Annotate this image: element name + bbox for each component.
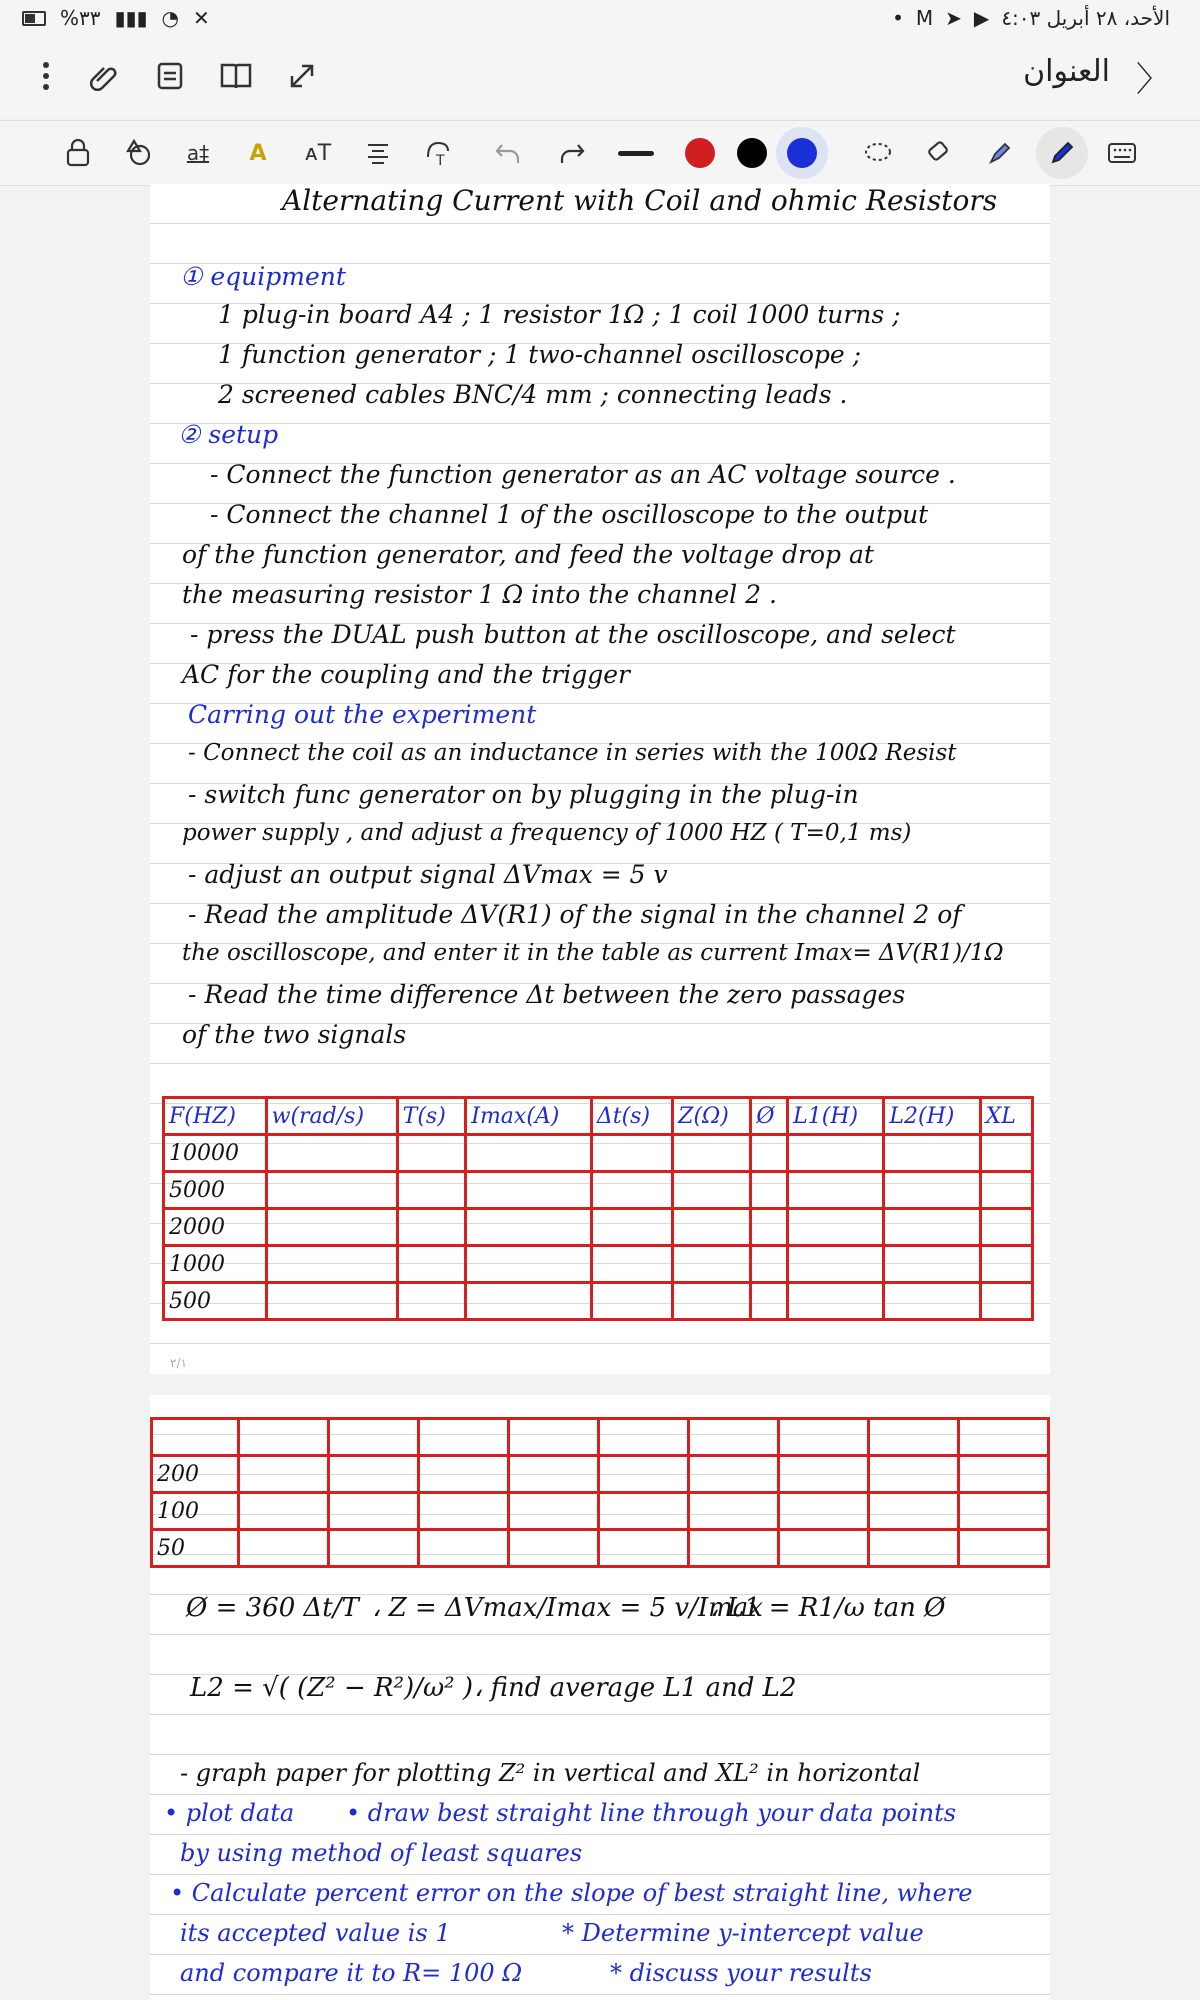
gmail-icon: M [915, 6, 934, 30]
battery-percent: %٣٣ [60, 6, 101, 30]
table-cell: 100 [152, 1493, 239, 1530]
note-line: and compare it to R= 100 Ω [180, 1959, 523, 1987]
color-blue[interactable] [782, 133, 822, 173]
table-cell [152, 1419, 239, 1456]
table-header-cell: T(s) [397, 1098, 466, 1135]
send-icon: ➤ [945, 6, 962, 30]
book-icon[interactable] [216, 56, 256, 96]
status-dot: • [892, 6, 904, 30]
note-line: - Read the time difference Δt between the zero passages [188, 980, 906, 1009]
formula-average: ، find average L1 and L2 [474, 1673, 797, 1703]
table-header-cell: F(HZ) [164, 1098, 267, 1135]
page-number: ٢/١ [170, 1356, 187, 1370]
note-line: 2 screened cables BNC/4 mm ; connecting leads . [218, 380, 848, 409]
shape-icon[interactable] [118, 133, 158, 173]
note-line: - press the DUAL push button at the oscilloscope, and select [190, 620, 956, 649]
signal-icon: ▮▮▮ [114, 6, 148, 30]
note-line: * Determine y-intercept value [562, 1919, 924, 1947]
note-line: • draw best straight line through your data points [346, 1799, 957, 1827]
formula-z: ، Z = ΔVmax/Imax = 5 v/Imax [372, 1593, 763, 1623]
note-line: - graph paper for plotting Z² in vertical and XL² in horizontal [180, 1759, 921, 1787]
note-line: 1 function generator ; 1 two-channel oscilloscope ; [218, 340, 862, 369]
note-line: of the two signals [182, 1020, 407, 1049]
note-line: * discuss your results [610, 1959, 872, 1987]
video-icon: ▶ [973, 6, 990, 30]
table-cell: 1000 [164, 1246, 267, 1283]
color-blue-swatch [787, 138, 817, 168]
note-line: AC for the coupling and the trigger [182, 660, 631, 689]
formula-l2: L2 = √( (Z² − R²)/ω² ) [190, 1673, 473, 1703]
section-setup-heading: ② setup [178, 420, 279, 449]
note-line: - switch func generator on by plugging in the plug-in [188, 780, 859, 809]
mute-icon: ✕ [192, 6, 210, 30]
section-equipment-heading: ① equipment [180, 262, 346, 291]
table-cell: 500 [164, 1283, 267, 1320]
attach-icon[interactable] [84, 56, 124, 96]
table-header-row [164, 1098, 1033, 1135]
table-header-cell: Z(Ω) [673, 1098, 751, 1135]
table-row [152, 1419, 1049, 1456]
note-line: power supply , and adjust a frequency of 1000 HZ ( T=0,1 ms) [182, 820, 912, 846]
expand-icon[interactable] [282, 56, 322, 96]
battery-icon [22, 11, 46, 26]
list-icon[interactable] [150, 56, 190, 96]
pen-icon[interactable] [1042, 133, 1082, 173]
table-row [152, 1456, 1049, 1493]
note-line: - Read the amplitude ΔV(R1) of the signal in the channel 2 of [188, 900, 962, 929]
note-line: the oscilloscope, and enter it in the table as current Imax= ΔV(R1)/1Ω [182, 940, 1004, 966]
table-cell: 50 [152, 1530, 239, 1567]
app-header [0, 38, 1200, 118]
more-vert-icon[interactable] [26, 56, 66, 96]
table-cell: 10000 [164, 1135, 267, 1172]
status-bar [0, 0, 1200, 38]
align-icon[interactable] [358, 133, 398, 173]
color-red[interactable] [680, 133, 720, 173]
note-line: - Connect the function generator as an AC voltage source . [210, 460, 956, 489]
formula-phi: Ø = 360 Δt/T [186, 1593, 359, 1623]
color-red-swatch [685, 138, 715, 168]
keyboard-icon[interactable] [1102, 133, 1142, 173]
table-cell: 2000 [164, 1209, 267, 1246]
datetime: الأحد، ٢٨ أبريل ٤:٠٣ [1001, 6, 1170, 30]
table-row [164, 1283, 1033, 1320]
line-thickness-icon[interactable] [616, 133, 656, 173]
lock-icon[interactable] [58, 133, 98, 173]
eraser-icon[interactable] [918, 133, 958, 173]
text-format-icon[interactable]: a‡ [186, 141, 210, 165]
highlighter-icon[interactable]: A [249, 140, 267, 166]
redo-icon[interactable] [552, 133, 592, 173]
note-line: - Connect the channel 1 of the oscilloscope to the output [210, 500, 929, 529]
table-row [164, 1172, 1033, 1209]
section-experiment-heading: Carring out the experiment [188, 700, 537, 729]
table-row [152, 1530, 1049, 1567]
table-header-cell: XL [980, 1098, 1032, 1135]
note-line: the measuring resistor 1 Ω into the channel 2 . [182, 580, 777, 609]
note-page-2[interactable] [150, 1395, 1050, 2000]
table-row [164, 1135, 1033, 1172]
table-cell: 200 [152, 1456, 239, 1493]
text-size-icon[interactable]: ᴀT [304, 140, 332, 166]
table-header-cell: w(rad/s) [266, 1098, 397, 1135]
note-line: • Calculate percent error on the slope of best straight line, where [170, 1879, 973, 1907]
table-row [164, 1209, 1033, 1246]
table-header-cell: L1(H) [788, 1098, 884, 1135]
svg-text:T: T [436, 153, 445, 167]
formula-l1: ، L1 = R1/ω tan Ø [710, 1593, 946, 1623]
page-title[interactable]: العنوان [1023, 54, 1110, 89]
note-line: - Connect the coil as an inductance in series with the 100Ω Resist [188, 740, 957, 766]
table-header-cell: Δt(s) [591, 1098, 672, 1135]
wifi-icon: ◔ [161, 6, 179, 30]
pen-toolbar [0, 120, 1200, 186]
note-title: Alternating Current with Coil and ohmic Resistors [282, 184, 998, 217]
lasso-icon[interactable] [858, 133, 898, 173]
marker-icon[interactable] [980, 133, 1020, 173]
color-black-swatch [737, 138, 767, 168]
lasso-text-icon[interactable] [418, 133, 458, 173]
data-table-1 [162, 1096, 1034, 1321]
table-row [164, 1246, 1033, 1283]
note-page-1[interactable] [150, 184, 1050, 1374]
note-line: - adjust an output signal ΔVmax = 5 v [188, 860, 668, 889]
table-header-cell: L2(H) [884, 1098, 980, 1135]
table-header-cell: Imax(A) [466, 1098, 592, 1135]
table-cell: 5000 [164, 1172, 267, 1209]
data-table-2 [150, 1417, 1050, 1568]
back-icon[interactable]: 〉 [1136, 60, 1170, 100]
table-row [152, 1493, 1049, 1530]
undo-icon[interactable] [488, 133, 528, 173]
note-line: its accepted value is 1 [180, 1919, 451, 1947]
table-header-cell: Ø [751, 1098, 788, 1135]
note-line: 1 plug-in board A4 ; 1 resistor 1Ω ; 1 coil 1000 turns ; [218, 300, 901, 329]
note-line: by using method of least squares [180, 1839, 583, 1867]
note-line: • plot data [164, 1799, 295, 1827]
note-line: of the function generator, and feed the voltage drop at [182, 540, 874, 569]
color-black[interactable] [732, 133, 772, 173]
